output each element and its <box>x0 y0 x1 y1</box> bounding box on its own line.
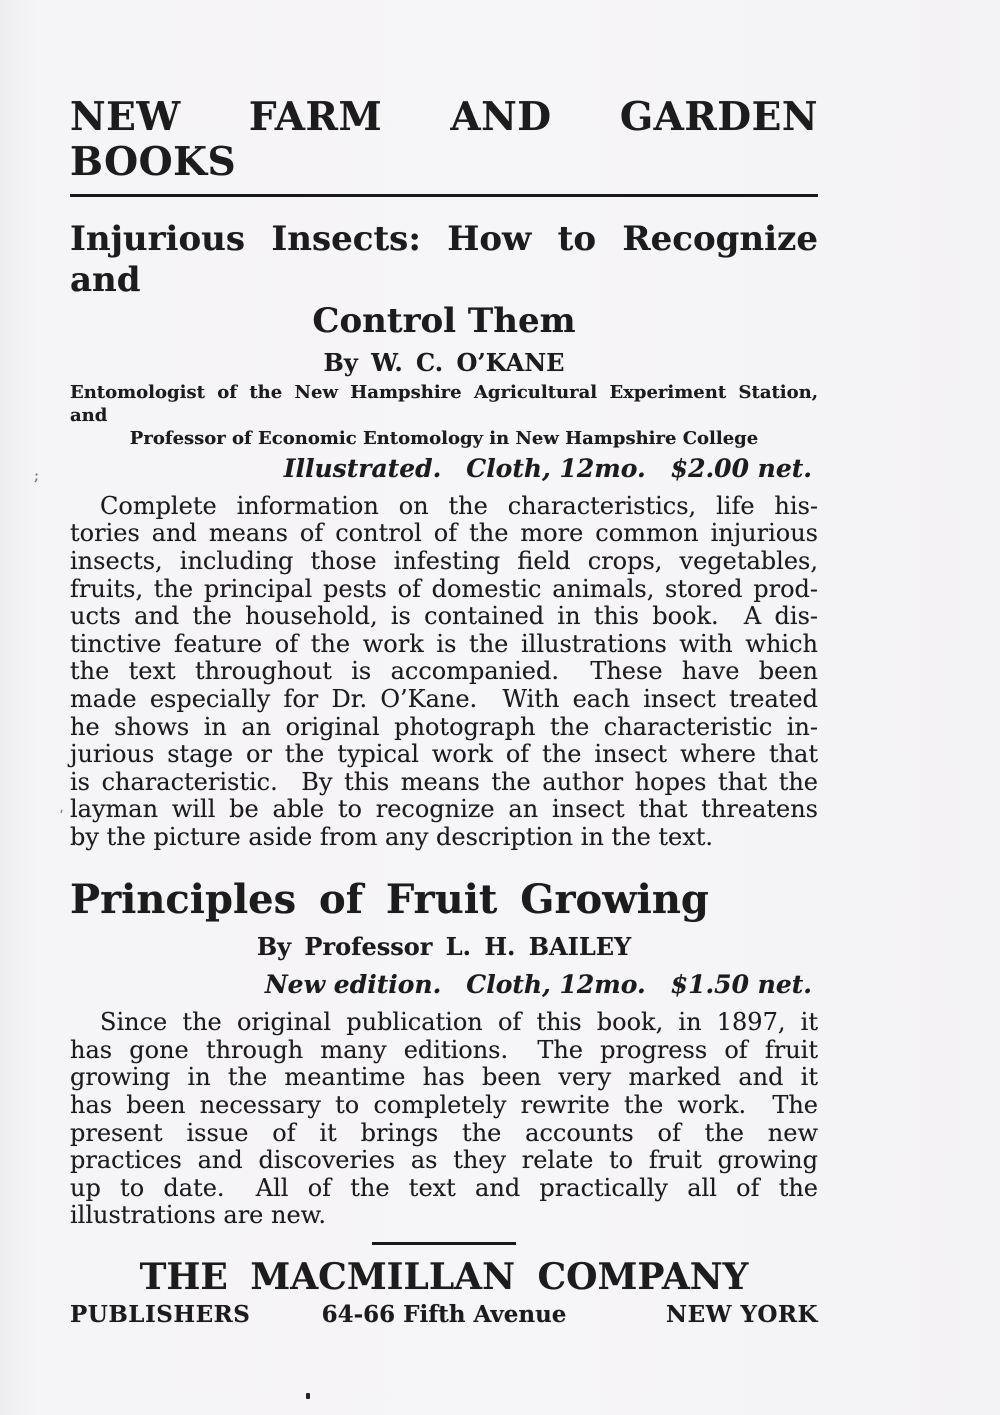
text-line: Since the original publication of this book, in 1897, it <box>100 1008 818 1037</box>
text-line: ucts and the household, is contained in this book. A dis- <box>70 602 818 631</box>
publisher-address-row <box>70 1301 818 1329</box>
book-description <box>70 1009 818 1230</box>
text-line: jurious stage or the typical work of the insect where that <box>70 740 818 769</box>
scan-artifact <box>306 1393 310 1399</box>
book-author-byline: By Professor L. H. BAILEY <box>256 932 632 962</box>
text-line: Professor of Economic Entomology in New Hampshire College <box>129 427 759 449</box>
text-line: fruits, the principal pests of domestic animals, stored prod- <box>70 574 818 603</box>
book-entry-injurious-insects <box>70 219 818 851</box>
text-line: layman will be able to recognize an insect that threatens <box>70 795 818 824</box>
page-header-title: NEW FARM AND GARDEN BOOKS <box>70 95 818 197</box>
text-line: present issue of it brings the accounts of the new <box>70 1118 818 1147</box>
section-divider-rule <box>372 1242 516 1245</box>
text-line: has gone through many editions. The progress of fruit <box>70 1035 818 1064</box>
author-affiliation <box>70 381 818 450</box>
book-title: Principles of Fruit Growing <box>70 876 709 924</box>
text-line: he shows in an original photograph the characteristic in- <box>70 712 818 741</box>
book-imprint-line: New edition. Cloth, 12mo. $1.50 net. <box>264 970 812 1000</box>
text-line: Complete information on the characteristics, life his- <box>100 491 818 520</box>
book-entry-principles-of-fruit-growing <box>70 877 818 1230</box>
text-line: is characteristic. By this means the author hopes that the <box>70 767 818 796</box>
publisher-city-label: NEW YORK <box>666 1301 818 1329</box>
text-line: Entomologist of the New Hampshire Agricultural Experiment Station, and <box>70 381 818 426</box>
book-author-byline: By W. C. O’KANE <box>323 347 565 377</box>
book-imprint-line: Illustrated. Cloth, 12mo. $2.00 net. <box>283 453 812 483</box>
text-line: by the picture aside from any description in the text. <box>70 822 714 851</box>
text-line: up to date. All of the text and practically all of the <box>70 1173 818 1202</box>
text-line: illustrations are new. <box>70 1201 326 1230</box>
publisher-name: THE MACMILLAN COMPANY <box>139 1256 749 1299</box>
text-line: the text throughout is accompanied. These have been <box>70 657 818 686</box>
page-content <box>70 0 818 1329</box>
text-line: insects, including those infesting field crops, vegetables, <box>70 546 818 575</box>
text-line: tinctive feature of the work is the illustrations with which <box>70 629 818 658</box>
text-line: tories and means of control of the more common injurious <box>70 519 818 548</box>
book-title <box>70 219 818 341</box>
scan-artifact: ; <box>34 466 40 484</box>
text-line: made especially for Dr. O’Kane. With each insect treated <box>70 684 818 713</box>
publisher-footer <box>70 1256 818 1329</box>
publisher-role-label: PUBLISHERS <box>70 1301 251 1329</box>
publisher-street-address: 64-66 Fifth Avenue <box>321 1301 567 1329</box>
text-line: growing in the meantime has been very marked and it <box>70 1063 818 1092</box>
text-line: Control Them <box>312 301 576 342</box>
scan-artifact: ˈ <box>55 807 65 825</box>
book-description <box>70 493 818 852</box>
text-line: practices and discoveries as they relate to fruit growing <box>70 1146 818 1175</box>
text-line: Injurious Insects: How to Recognize and <box>70 219 818 301</box>
text-line: has been necessary to completely rewrite the work. The <box>70 1091 818 1120</box>
